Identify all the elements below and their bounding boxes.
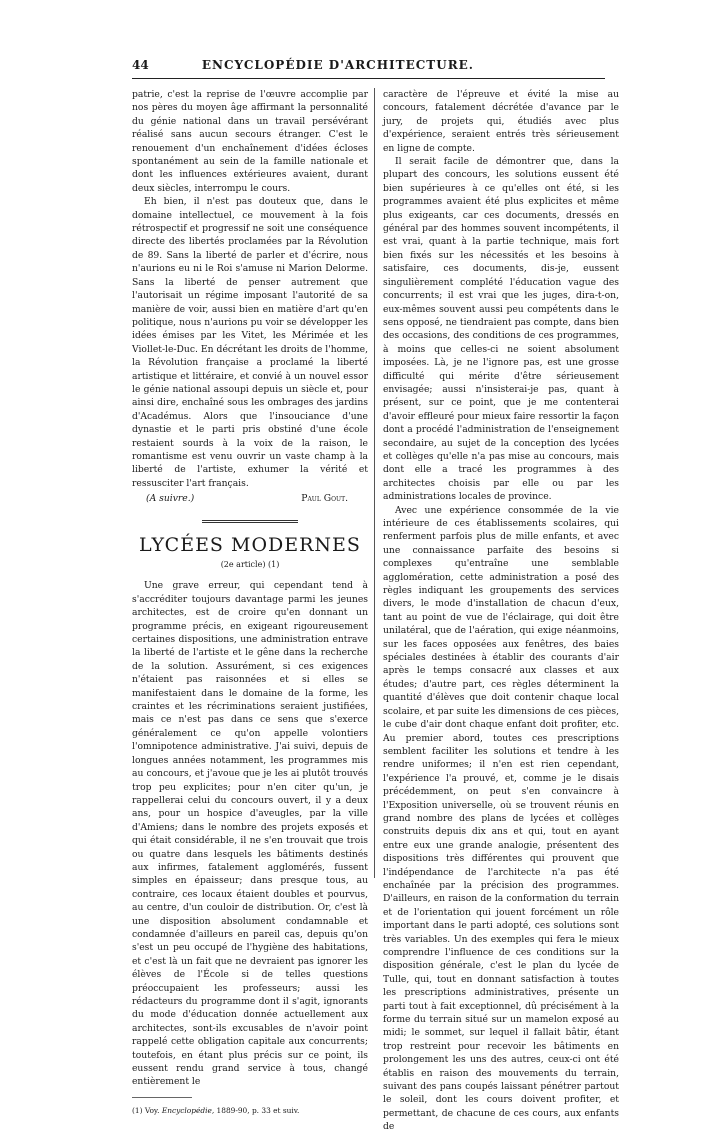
footnote	[132, 1104, 368, 1117]
page-header	[132, 58, 474, 76]
paragraph: patrie, c'est la reprise de l'œuvre accomplie par nos pères du moyen âge affirmant la personnalité du génie national dans un travail persévérant réalisé sans aucun secours étranger. C'est le renouement d'un enchaînement d'idées écloses spontanément au sein de la famille nationale et dont les influences extérieures avaient, durant deux siècles, interrompu le cours.	[132, 89, 368, 194]
paragraph: Eh bien, il n'est pas douteux que, dans le domaine intellectuel, ce mouvement à la fois rétrospectif et progressif ne soit une conséquence directe des libertés proclamées par la Révolution de 89. Sans la liberté de parler et d'écrire, nous n'aurions eu ni le Roi s'amuse ni Marion Delorme. Sans la liberté de penser autrement que l'autorisait un régime imposant l'autorité de sa manière de voir, aussi bien en matière d'art qu'en politique, nous n'aurions pu voir se développer les idées émises par les Vitet, les Mérimée et les Viollet-le-Duc. En décrétant les droits de l'homme, la Révolution française a proclamé la liberté artistique et littéraire, et convié à un nouvel essor le génie national assoupi depuis un siècle et, pour ainsi dire, enchaîné sous les ombrages des jardins d'Académus. Alors que l'insouciance d'une dynastie et le parti pris obstiné d'une école restaient sourds à la voix de la raison, le romantisme est venu ouvrir un vaste champ à la liberté de l'artiste, exhumer la vérité et ressusciter l'art français.	[132, 196, 368, 489]
section-separator	[202, 520, 298, 523]
right-column	[383, 88, 619, 1133]
footnote-source: Encyclopédie,	[161, 1105, 215, 1115]
paragraph: Avec une expérience consommée de la vie intérieure de ces établissements scolaires, qui renferment parfois plus de mille enfants, et avec une connaissance parfaite des besoins si complexes qu'entraîne une semblable agglomération, cette administration a posé des règles indiquant les groupements des services divers, le mode d'installation de chacun d'eux, tant au point de vue de l'éclairage, qui doit être unilatéral, que de l'aération, qui exige néanmoins, sur les faces opposées aux fenêtres, des baies spéciales destinées à établir des courants d'air après le temps consacré aux classes et aux études; d'autre part, ces règles déterminent la quantité d'élèves que doit contenir chaque local scolaire, et par suite les dimensions de ces pièces, le cube d'air dont chaque enfant doit profiter, etc. Au premier abord, toutes ces prescriptions semblent faciliter les solutions et tendre à les rendre uniformes; il n'en est rien cependant, l'expérience l'a prouvé, et, comme je le disais précédemment, on peut s'en convaincre à l'Exposition universelle, où se trouvent réunis en grand nombre des plans de lycées et collèges construits depuis dix ans et qui, tout en ayant entre eux une grande analogie, présentent des dispositions très différentes qui prouvent que l'indépendance de l'architecte n'a pas été enchaînée par la précision des programmes. D'ailleurs, en raison de la conformation du terrain et de l'orientation qui jouent forcément un rôle important dans le parti adopté, ces solutions sont très variables. Un des exemples qui fera le mieux comprendre l'influence de ces conditions sur la disposition générale, c'est le plan du lycée de Tulle, qui, tout en donnant satisfaction à toutes les prescriptions administratives, présente un parti tout à fait exceptionnel, dû précisément à la forme du terrain situé sur un mamelon exposé au midi; le sommet, sur lequel il fallait bâtir, étant trop restreint pour recevoir les bâtiments en prolongement les uns des autres, ceux-ci ont été établis en raison des mouvements du terrain, suivant des pans coupés laissant pénétrer partout le soleil, dont les cours doivent profiter, et permettant, de chacune de ces cours, aux enfants de	[383, 504, 619, 1133]
footnote-rule	[132, 1097, 192, 1098]
left-column	[132, 88, 368, 1115]
article-subtitle: (2e article) (1)	[220, 560, 280, 569]
footnote-rest: 1889-90, p. 33 et suiv.	[216, 1105, 300, 1115]
paragraph: Il serait facile de démontrer que, dans la plupart des concours, les solutions eussent été bien supérieures à ce qu'elles ont été, si les programmes avaient été plus explicites et même plus exigeants, car ces documents, dressés en général par des hommes souvent incompétents, il est vrai, quant à la partie technique, mais fort bien fixés sur les nécessités et les besoins à satisfaire, ces documents, dis-je, eussent singulièrement complété l'éducation vague des concurrents; il est vrai que les juges, dira-t-on, eux-mêmes souvent aussi peu compétents dans le sens opposé, ne tiendraient pas compte, dans bien des occasions, des conditions de ces programmes, à moins que celles-ci ne soient absolument imposées. Là, je ne l'ignore pas, est une grosse difficulté qui mérite d'être sérieusement envisagée; aussi n'insisterai-je pas, quant à présent, sur ce point, que je me contenterai d'avoir effleuré pour mieux faire ressortir la façon dont a procédé l'administration de l'enseignement secondaire, au sujet de la conception des lycées et collèges qu'elle n'a pas mise au concours, mais dont elle a tracé les programmes à des architectes choisis par elle ou par les administrations locales de province.	[383, 156, 619, 503]
to-be-continued: (A suivre.)	[146, 493, 195, 505]
paragraph: Une grave erreur, qui cependant tend à s'accréditer toujours davantage parmi les jeunes architectes, est de croire qu'en donnant un programme précis, en exigeant rigoureusement certaines dispositions, une administration entrave la liberté de l'artiste et le gêne dans la recherche de la solution. Assurément, si ces exigences n'étaient pas raisonnées et si elles se manifestaient dans le domaine de la forme, les craintes et les récriminations seraient justifiées, mais ce n'est pas dans ce sens que s'exerce généralement ce qu'on appelle volontiers l'omnipotence administrative. J'ai suivi, depuis de longues années notamment, les programmes mis au concours, et j'avoue que je les ai plutôt trouvés trop peu explicites; pour n'en citer qu'un, je rappellerai celui du concours ouvert, il y a deux ans, pour un hospice d'aveugles, par la ville d'Amiens; dans le nombre des projets exposés et qui était considérable, il ne s'en trouvait que trois ou quatre dans lesquels les bâtiments destinés aux infirmes, fatalement agglomérés, fussent simples en épaisseur; dans presque tous, au contraire, ces locaux étaient doubles et pourvus, au centre, d'un couloir de distribution. Or, c'est là une disposition absolument condamnable et condamnée d'ailleurs en pareil cas, depuis qu'on s'est un peu occupé de l'hygiène des habitations, et c'est là un fait que ne devraient pas ignorer les élèves de l'École si de telles questions préoccupaient les professeurs; aussi les rédacteurs du programme dont il s'agit, ignorants du mode d'éducation donnée actuellement aux architectes, sont-ils excusables de n'avoir point rappelé cette obligation capitale aux concurrents; toutefois, en étant plus précis sur ce point, ils eussent rendu grand service à tous, changé entièrement le	[132, 580, 368, 1088]
footnote-prefix: (1) Voy.	[132, 1105, 160, 1115]
author-name: Paul Gout.	[301, 493, 348, 505]
header-rule	[132, 78, 605, 79]
running-title: ENCYCLOPÉDIE D'ARCHITECTURE.	[201, 58, 474, 72]
article-title: LYCÉES MODERNES	[139, 533, 361, 556]
page-number: 44	[132, 58, 149, 72]
paragraph: caractère de l'épreuve et évité la mise au concours, fatalement décrétée d'avance par le jury, de projets qui, étudiés avec plus d'expérience, seraient entrés très sérieusement en ligne de compte.	[383, 89, 619, 154]
signature-line	[132, 492, 368, 505]
column-divider	[374, 88, 375, 878]
